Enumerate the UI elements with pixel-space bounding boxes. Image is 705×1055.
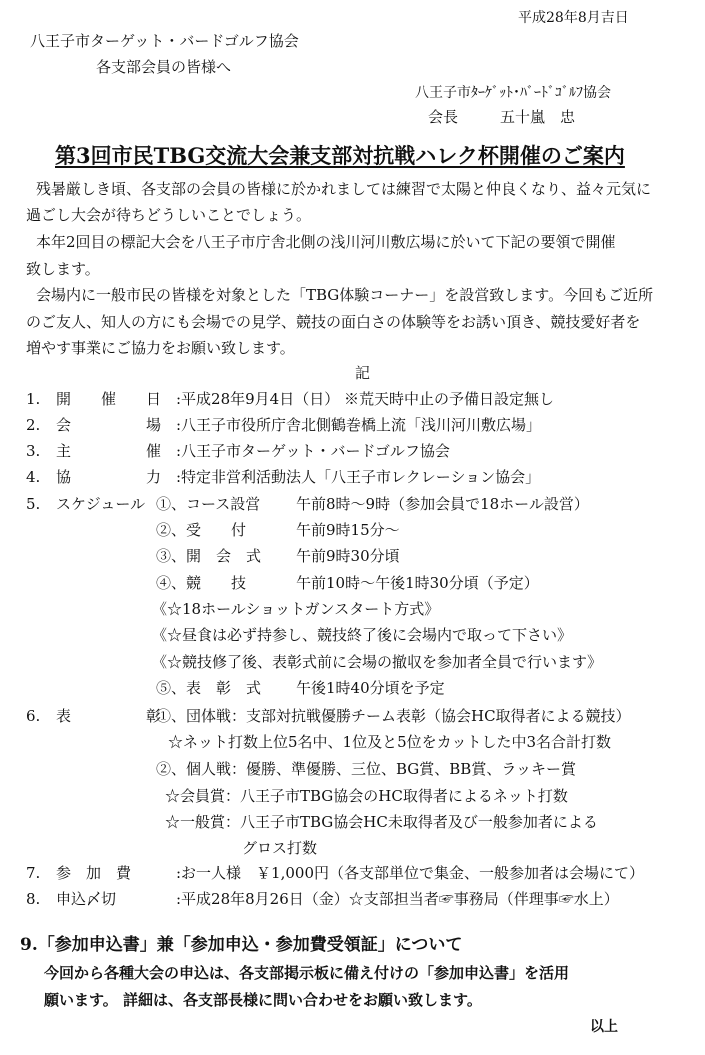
intro-paragraph-line: のご友人、知人の方にも会場での見学、競技の面白さの体験等をお誘い頂き、競技愛好者を — [26, 313, 641, 331]
section-9-line: 願います。 詳細は、各支部長様に問い合わせをお願い致します。 — [44, 991, 482, 1009]
document-title: 第3回市民TBG交流大会兼支部対抗戦ハレク杯開催のご案内 — [55, 143, 625, 168]
item-label: 参 加 費 — [56, 864, 132, 882]
item-number: 8. — [26, 890, 41, 908]
schedule-time: 午前9時15分～ — [296, 521, 400, 539]
schedule-step: ④、競 技 — [156, 574, 247, 592]
item-value: :八王子市役所庁舎北側鶴巻橋上流「浅川河川敷広場」 — [176, 416, 542, 434]
sender-role: 会長 — [428, 108, 459, 126]
item-value: :平成28年8月26日（金）☆支部担当者☞事務局（伴理事☞水上） — [176, 890, 619, 908]
item-label: 協 力 — [56, 468, 162, 486]
item-row — [26, 392, 554, 407]
schedule-step: ①、コース設営 — [156, 495, 261, 513]
award-individual: ②、個人戦：優勝、準優勝、三位、BG賞、BB賞、ラッキー賞 — [156, 760, 577, 778]
item-row — [26, 444, 450, 459]
item-row — [26, 470, 540, 485]
item-value: :お一人様 ￥1,000円（各支部単位で集金、一般参加者は会場にて） — [176, 864, 644, 882]
schedule-note: 《☆18ホールショットガンスタート方式》 — [152, 600, 440, 618]
closing-mark: 以上 — [590, 1019, 618, 1035]
schedule-step: ②、受 付 — [156, 521, 247, 539]
item-label: 開 催 日 — [56, 390, 162, 408]
section-9-heading: 9.「参加申込書」兼「参加申込・参加費受領証」について — [20, 935, 463, 955]
schedule-time: 午前8時～9時（参加会員で18ホール設営） — [296, 495, 589, 513]
item-number: 5. — [26, 495, 41, 513]
item-label: 会 場 — [56, 416, 162, 434]
sender-name: 五十嵐 忠 — [500, 108, 576, 126]
intro-paragraph-line: 増やす事業にご協力をお願い致します。 — [26, 339, 295, 357]
item-label: 申込〆切 — [56, 890, 117, 908]
item-row — [26, 418, 541, 433]
schedule-time: 午前10時～午後1時30分頃（予定） — [296, 574, 539, 592]
item-number: 4. — [26, 468, 41, 486]
award-note: ☆会員賞：八王子市TBG協会のHC取得者によるネット打数 — [165, 787, 568, 805]
schedule-step: ③、開 会 式 — [156, 547, 262, 565]
schedule-time: 午後1時40分頃を予定 — [296, 679, 445, 697]
ki-marker: 記 — [355, 364, 371, 382]
award-note: ☆一般賞：八王子市TBG協会HC未取得者及び一般参加者による — [165, 813, 598, 831]
award-note: グロス打数 — [242, 839, 318, 857]
award-team: ①、団体戦：支部対抗戦優勝チーム表彰（協会HC取得者による競技） — [156, 707, 631, 725]
award-note: ☆ネット打数上位5名中、1位及と5位をカットした中3名合計打数 — [168, 733, 612, 751]
item-value: :平成28年9月4日（日） ※荒天時中止の予備日設定無し — [176, 390, 554, 408]
document-date: 平成28年8月吉日 — [518, 10, 629, 26]
schedule-note: 《☆昼食は必ず持参し、競技終了後に会場内で取って下さい》 — [152, 626, 573, 644]
item-row — [26, 866, 644, 881]
intro-paragraph-line: 致します。 — [26, 260, 100, 278]
item-number: 6. — [26, 707, 41, 725]
schedule-step: ⑤、表 彰 式 — [156, 679, 262, 697]
intro-paragraph-line: 本年2回目の標記大会を八王子市庁舎北側の浅川河川敷広場に於いて下記の要領で開催 — [36, 233, 616, 251]
item-value: :八王子市ターゲット・バードゴルフ協会 — [176, 442, 450, 460]
item-row — [26, 892, 619, 907]
intro-paragraph-line: 会場内に一般市民の皆様を対象とした「TBG体験コーナー」を設営致します。今回もご近所 — [36, 286, 654, 304]
sender-organization: 八王子市ﾀｰｹﾞｯﾄ･ﾊﾞｰﾄﾞｺﾞﾙﾌ協会 — [415, 85, 611, 101]
item-label: 表 彰 — [56, 707, 162, 725]
recipient-organization: 八王子市ターゲット・バードゴルフ協会 — [30, 32, 299, 50]
item-label: 主 催 — [56, 442, 162, 460]
item-number: 3. — [26, 442, 41, 460]
section-9-line: 今回から各種大会の申込は、各支部掲示板に備え付けの「参加申込書」を活用 — [44, 964, 570, 982]
item-number: 2. — [26, 416, 41, 434]
item-label: スケジュール — [56, 495, 146, 513]
intro-paragraph-line: 残暑厳しき頃、各支部の会員の皆様に於かれましては練習で太陽と仲良くなり、益々元気に — [36, 180, 652, 198]
item-number: 1. — [26, 390, 41, 408]
item-row — [26, 497, 176, 512]
schedule-time: 午前9時30分頃 — [296, 547, 400, 565]
item-row — [26, 709, 176, 724]
recipient-members: 各支部会員の皆様へ — [96, 58, 232, 76]
intro-paragraph-line: 過ごし大会が待ちどうしいことでしょう。 — [26, 206, 312, 224]
item-number: 7. — [26, 864, 41, 882]
item-value: :特定非営利活動法人「八王子市レクレーション協会」 — [176, 468, 541, 486]
schedule-note: 《☆競技修了後、表彰式前に会場の撤収を参加者全員で行います》 — [152, 653, 603, 671]
